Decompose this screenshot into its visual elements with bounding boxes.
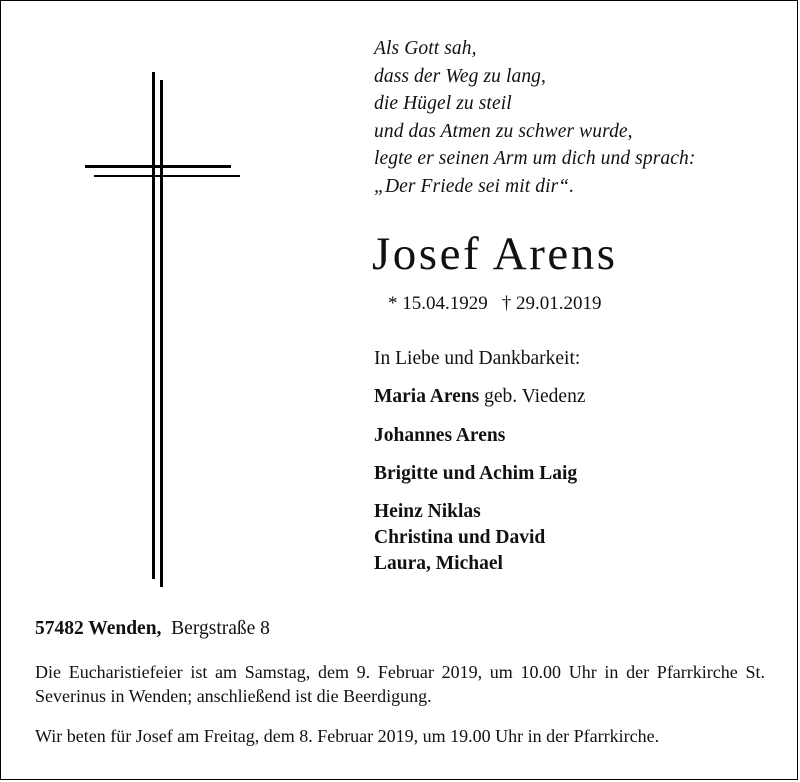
- poem-line: legte er seinen Arm um dich und sprach:: [374, 148, 696, 169]
- birth-date: * 15.04.1929: [388, 293, 488, 314]
- cross-vertical-bar-2: [160, 80, 163, 587]
- mourner-entry: [374, 425, 505, 447]
- mourner-maiden-name: geb. Viedenz: [479, 386, 586, 407]
- mourner-name: Maria Arens: [374, 386, 480, 407]
- mourner-entry: [374, 463, 577, 485]
- mourner-entry: [374, 527, 545, 549]
- mourner-entry: [374, 386, 586, 408]
- address: [35, 618, 270, 640]
- mourner-name: Christina und David: [374, 527, 546, 548]
- death-date: † 29.01.2019: [501, 293, 602, 314]
- poem-line: Als Gott sah,: [374, 38, 477, 59]
- mourner-name: Brigitte und Achim Laig: [374, 463, 578, 484]
- funeral-notice: Die Eucharistiefeier ist am Samstag, dem 9. Februar 2019, um 10.00 Uhr in der Pfarrkirche St. Severinus in Wenden; anschließend ist die Beerdigung.: [35, 662, 765, 706]
- cross-icon: [1, 1, 261, 601]
- poem-line: dass der Weg zu lang,: [374, 65, 547, 87]
- mourner-name: Johannes Arens: [374, 425, 506, 446]
- poem-line: „Der Friede sei mit dir“.: [374, 175, 575, 197]
- cross-vertical-bar-1: [152, 72, 155, 579]
- mourner-entry: [374, 553, 503, 575]
- deceased-name: Josef Arens: [372, 228, 618, 280]
- mourner-name: Heinz Niklas: [374, 501, 481, 522]
- mourner-name: Laura, Michael: [374, 553, 503, 574]
- poem-line: die Hügel zu steil: [374, 93, 512, 114]
- cross-horizontal-bar-2: [94, 175, 240, 177]
- address-city: 57482 Wenden,: [35, 618, 162, 639]
- poem: [374, 35, 695, 200]
- life-dates: [388, 293, 602, 315]
- poem-line: und das Atmen zu schwer wurde,: [374, 120, 633, 142]
- cross-horizontal-bar-1: [85, 165, 231, 168]
- mourner-entry: [374, 501, 481, 523]
- mourners-intro: In Liebe und Dankbarkeit:: [374, 348, 581, 369]
- prayer-notice: Wir beten für Josef am Freitag, dem 8. Februar 2019, um 19.00 Uhr in der Pfarrkirche.: [35, 726, 660, 746]
- address-street: Bergstraße 8: [171, 618, 270, 639]
